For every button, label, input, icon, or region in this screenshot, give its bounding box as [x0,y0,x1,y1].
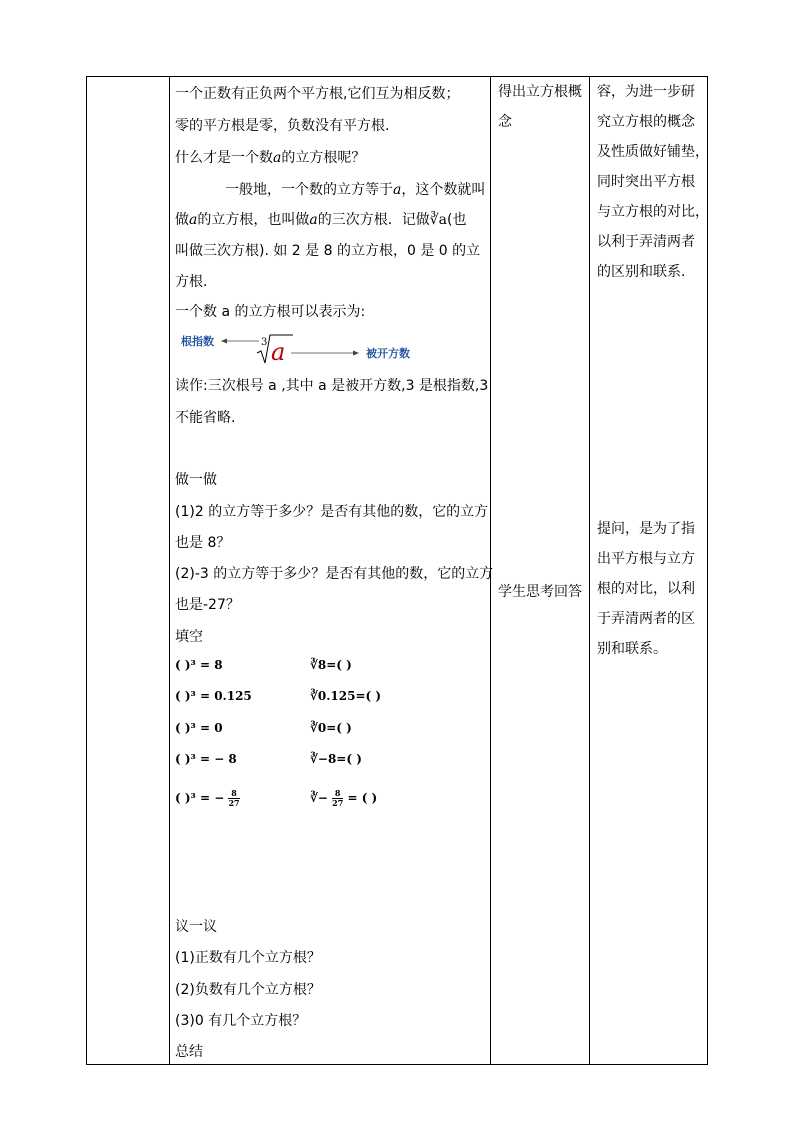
diagram-index: 3 [261,337,268,348]
diagram-variable: a [271,338,286,366]
fill-blank-cube: ( )³ = 0 [175,721,223,735]
intent-text [597,77,709,287]
intent-line: 容，为进一步研 [597,84,695,100]
intent-cell [589,77,709,1064]
activity-text: 学生思考回答 [498,584,582,600]
root-index-label: 根指数 [181,335,214,348]
text-line: 也是 8？ [175,535,231,551]
text-line: 读作:三次根号 a ,其中 a 是被开方数,3 是根指数,3 [175,378,489,394]
intent-line: 别和联系。 [597,641,667,657]
section-heading: 填空 [175,629,203,645]
fill-blank-root: ∛8=( ) [310,658,352,672]
fill-blank-cube: ( )³ = 8 [175,658,223,672]
section-heading: 议一议 [175,919,217,935]
intent-line: 于弄清两者的区 [597,611,695,627]
intent-line: 与立方根的对比， [597,204,709,220]
arrow-head [353,351,359,356]
fill-blank-root: ∛− $\frac{8}{27}$ = ( ) [310,788,378,808]
fill-blank-cube: ( )³ = 0.125 [175,689,252,703]
intent-text [597,514,695,664]
section-heading: 做一做 [175,472,217,488]
lesson-table [86,76,708,1065]
text-line: 也是-27？ [175,597,240,613]
intent-line: 的区别和联系． [597,264,695,280]
content-cell [169,77,494,1064]
text-line: 一个正数有正负两个平方根,它们互为相反数； [175,86,460,102]
definition-line: 方根. [175,274,208,290]
question-line: 什么才是一个数a的立方根呢？ [175,150,366,166]
fill-blank-cube: ( )³ = − 8 [175,752,237,766]
activity-text: 得出立方根概 念 [498,84,582,130]
text-line: 零的平方根是零，负数没有平方根. [175,118,390,134]
text-line: (3)0 有几个立方根？ [175,1013,307,1029]
root-diagram [221,329,371,369]
definition-line: 做a的立方根，也叫做a的三次方根．记做∛a(也 [175,212,467,228]
activity-cell [490,77,589,1064]
fill-blank-root: ∛0.125=( ) [310,689,382,703]
intent-line: 出平方根与立方 [597,551,695,567]
radicand-label: 被开方数 [366,347,410,360]
text-line: 一个数 a 的立方根可以表示为: [175,304,366,320]
text-line: (2)-3 的立方等于多少？是否有其他的数，它的立方 [175,566,494,582]
definition-line: 一般地，一个数的立方等于a，这个数就叫 [225,182,486,198]
intent-line: 同时突出平方根 [597,174,695,190]
fill-blank-root: ∛−8=( ) [310,752,362,766]
stage-cell [87,77,169,1064]
fill-blank-cube: ( )³ = − $\frac{8}{27}$ [175,788,240,808]
fraction: $\frac{8}{27}$ [228,788,240,808]
fill-blank-root: ∛0=( ) [310,721,352,735]
arrow-head [221,339,227,344]
section-heading: 总结 [175,1044,203,1060]
intent-line: 以利于弄清两者 [597,234,695,250]
text-line: 不能省略. [175,410,236,426]
intent-line: 根的对比，以利 [597,581,695,597]
text-line: (1)正数有几个立方根？ [175,950,321,966]
intent-line: 提问，是为了指 [597,521,695,537]
intent-line: 究立方根的概念 [597,114,695,130]
intent-line: 及性质做好铺垫， [597,144,709,160]
text-line: (1)2 的立方等于多少？是否有其他的数，它的立方 [175,504,489,520]
fraction: $\frac{8}{27}$ [332,788,344,808]
text-line: (2)负数有几个立方根？ [175,982,321,998]
definition-line: 叫做三次方根). 如 2 是 8 的立方根，0 是 0 的立 [175,243,481,259]
